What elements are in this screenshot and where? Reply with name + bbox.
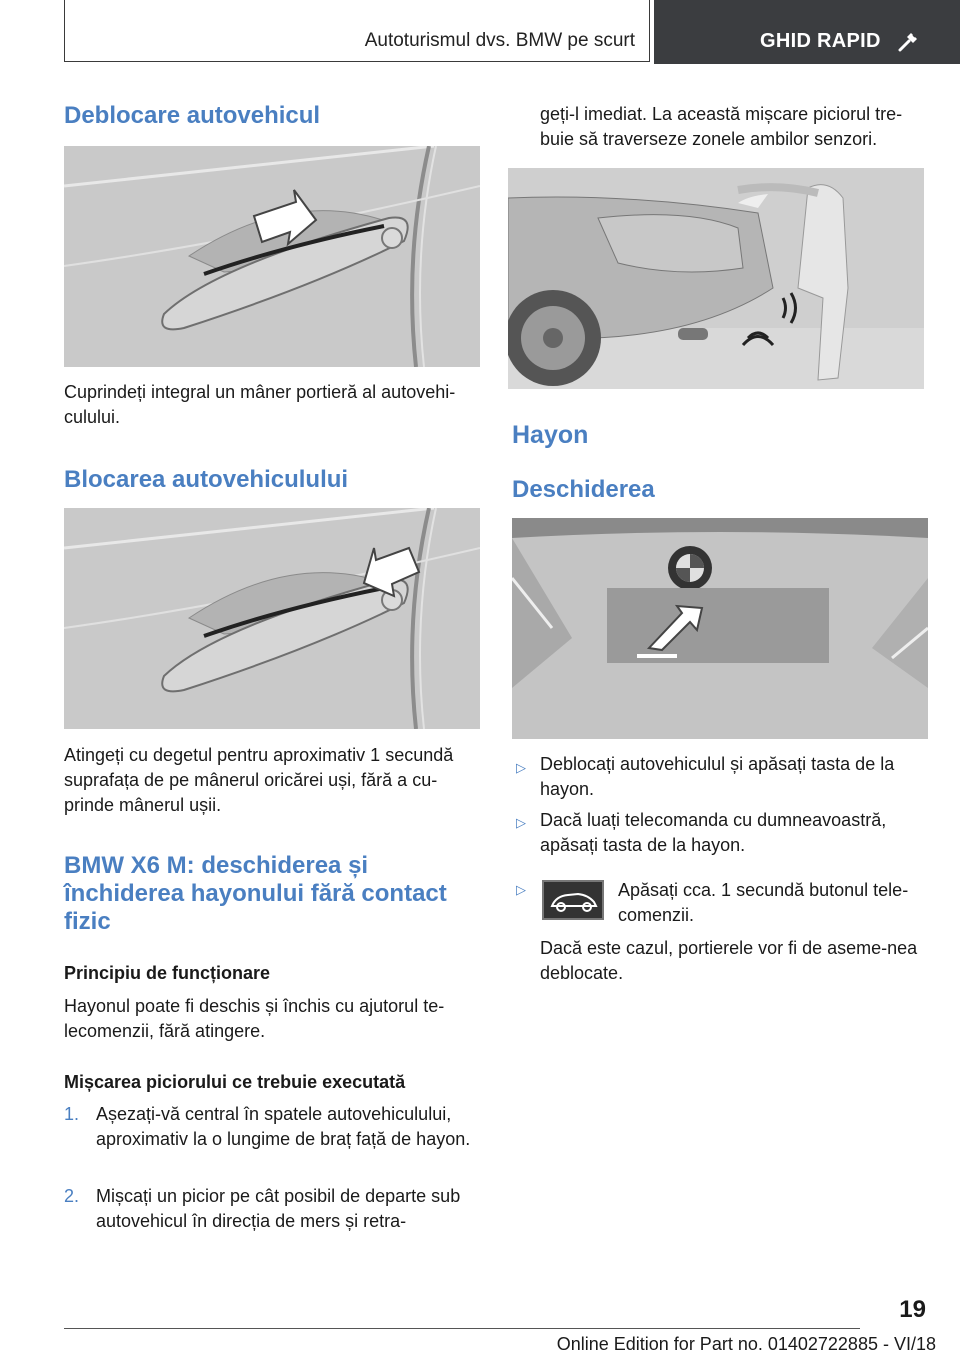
section-title: Autoturismul dvs. BMW pe scurt [364, 30, 635, 51]
hands-free-trunk-image [508, 168, 924, 389]
movement-heading: Mișcarea piciorului ce trebuie executată [64, 1072, 406, 1092]
continued-text: geți-l imediat. La această mișcare piciorul tre-buie să traverseze zonele ambilor senzori. [540, 104, 903, 149]
wrench-icon [898, 30, 920, 52]
page-number: 19 [899, 1296, 926, 1323]
principle-heading: Principiu de funcționare [64, 963, 271, 983]
footer-divider [64, 1328, 860, 1329]
bullet-triangle-3: ▷ [516, 882, 526, 897]
step-text-1: Așezați-vă central în spatele autovehiculului, aproximativ la o lungime de braț față de hayon. [96, 1104, 471, 1149]
bullet-text-1: Deblocați autovehiculul și apăsați tasta de la hayon. [540, 754, 895, 799]
door-handle-lock-image [64, 508, 480, 729]
remote-text: Apăsați cca. 1 secundă butonul tele-comenzii. [618, 880, 909, 925]
bullet-triangle-1: ▷ [516, 760, 526, 775]
open-heading: Deschiderea [512, 476, 655, 503]
quick-guide-tab[interactable] [654, 0, 960, 64]
edition-text: Online Edition for Part no. 01402722885 - VI/18 [556, 1334, 936, 1354]
step-number-2: 2. [64, 1186, 80, 1206]
door-handle-unlock-image [64, 146, 480, 367]
unlock-text: Cuprindeți integral un mâner portieră al autovehi-culului. [64, 382, 456, 427]
lock-text: Atingeți cu degetul pentru aproximativ 1 secundă suprafața de pe mânerul oricărei uși, fără a cu-prinde mânerul ușii. [64, 745, 454, 815]
trunk-button-image [512, 518, 928, 739]
bullet-triangle-2: ▷ [516, 815, 526, 830]
lock-heading: Blocarea autovehiculului [64, 466, 349, 493]
quick-guide-label: GHID RAPID [760, 30, 881, 52]
header-title-box [64, 0, 650, 62]
step-number-1: 1. [64, 1104, 80, 1124]
principle-text: Hayonul poate fi deschis și închis cu ajutorul te-lecomenzii, fără atingere. [64, 996, 445, 1041]
note-text: Dacă este cazul, portierele vor fi de aseme-nea deblocate. [540, 938, 918, 983]
x6-heading: BMW X6 M: deschiderea și închiderea hayonului fără contact fizic [64, 852, 447, 935]
bullet-text-2: Dacă luați telecomanda cu dumneavoastră, apăsați tasta de la hayon. [540, 810, 887, 855]
hayon-heading: Hayon [512, 421, 589, 449]
car-trunk-icon [542, 880, 604, 920]
unlock-heading: Deblocare autovehicul [64, 102, 321, 129]
step-text-2: Mișcați un picior pe cât posibil de departe sub autovehicul în direcția de mers și retra- [96, 1186, 461, 1231]
